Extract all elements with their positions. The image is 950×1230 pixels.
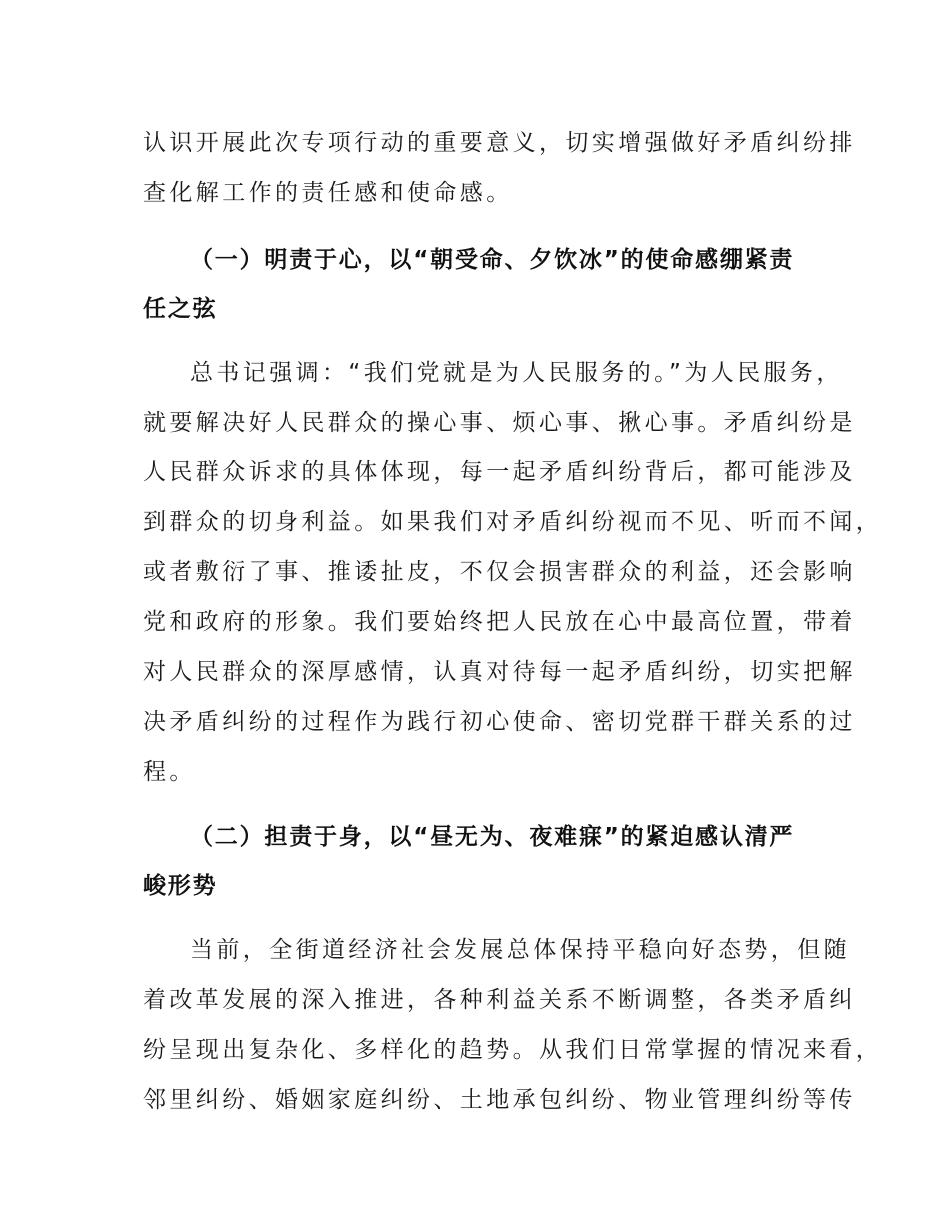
section1-body-line-5: 或者敷衍了事、推诿扯皮，不仅会损害群众的利益，还会影响 xyxy=(143,559,856,585)
section2-body-line-3: 纷呈现出复杂化、多样化的趋势。从我们日常掌握的情况来看， xyxy=(143,1037,883,1063)
section1-body-line-4: 到群众的切身利益。如果我们对矛盾纠纷视而不见、听而不闻， xyxy=(143,509,883,535)
section1-body-line-2: 就要解决好人民群众的操心事、烦心事、揪心事。矛盾纠纷是 xyxy=(143,410,856,436)
section1-heading-line-1: （一）明责于心，以“朝受命、夕饮冰”的使命感绷紧责 xyxy=(190,247,795,273)
section1-body-line-6: 党和政府的形象。我们要始终把人民放在心中最高位置，带着 xyxy=(143,609,856,635)
section1-heading-line-2: 任之弦 xyxy=(143,296,218,322)
section1-body-line-7: 对人民群众的深厚感情，认真对待每一起矛盾纠纷，切实把解 xyxy=(143,659,856,685)
section2-body-line-1: 当前，全街道经济社会发展总体保持平稳向好态势，但随 xyxy=(190,937,850,963)
section1-body-line-8: 决矛盾纠纷的过程作为践行初心使命、密切党群干群关系的过 xyxy=(143,709,856,735)
section2-body-line-4: 邻里纠纷、婚姻家庭纠纷、土地承包纠纷、物业管理纠纷等传 xyxy=(143,1087,856,1113)
intro-line-1: 认识开展此次专项行动的重要意义，切实增强做好矛盾纠纷排 xyxy=(143,130,856,156)
section2-heading-line-1: （二）担责于身，以“昼无为、夜难寐”的紧迫感认清严 xyxy=(190,824,795,850)
section1-body-line-1: 总书记强调：“我们党就是为人民服务的。”为人民服务， xyxy=(190,360,843,386)
section1-body-line-3: 人民群众诉求的具体体现，每一起矛盾纠纷背后，都可能涉及 xyxy=(143,459,856,485)
section2-heading-line-2: 峻形势 xyxy=(143,873,218,899)
section1-body-line-9: 程。 xyxy=(143,759,196,785)
section2-body-line-2: 着改革发展的深入推进，各种利益关系不断调整，各类矛盾纠 xyxy=(143,987,856,1013)
intro-line-2: 查化解工作的责任感和使命感。 xyxy=(143,180,513,206)
